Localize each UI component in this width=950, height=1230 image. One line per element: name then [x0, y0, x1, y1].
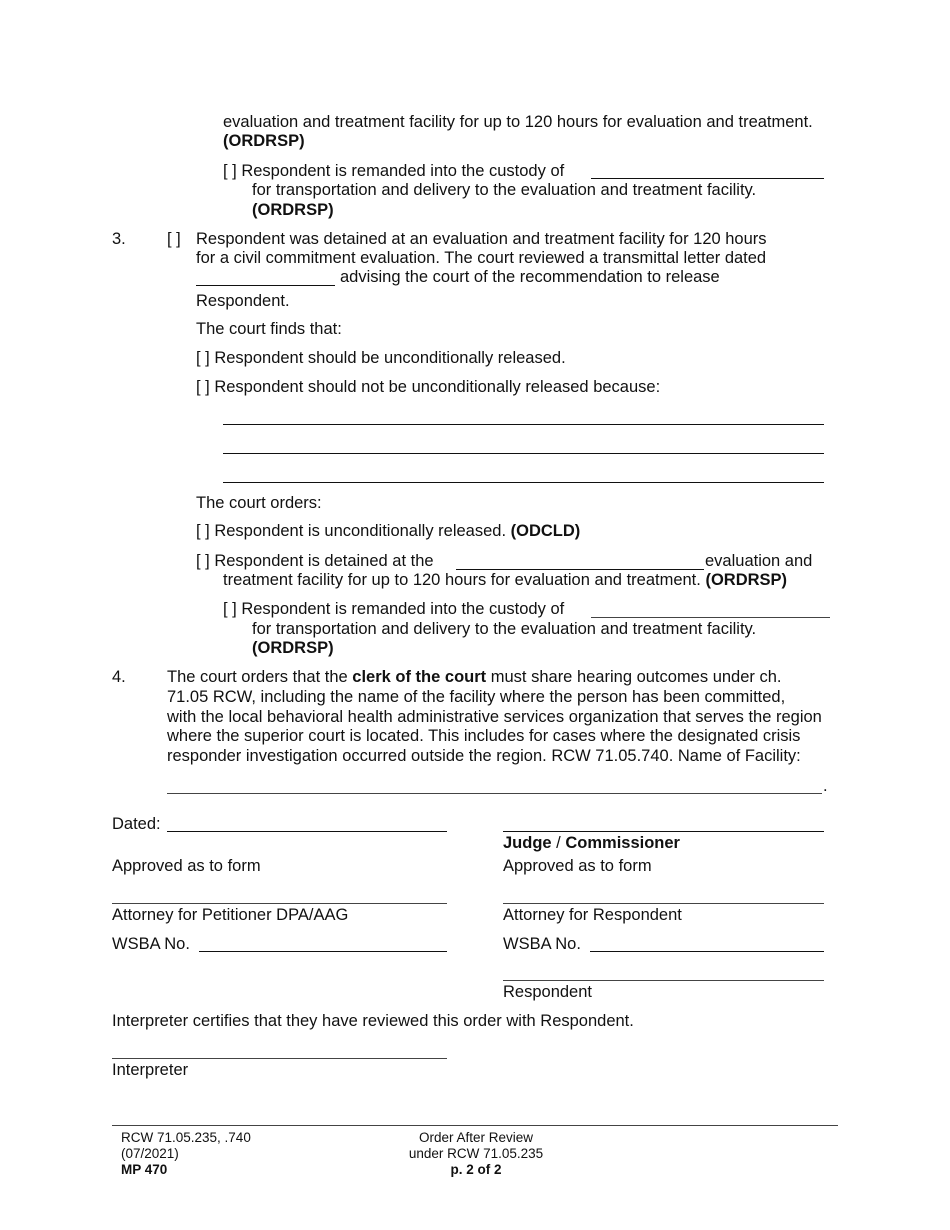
top-line1: evaluation and treatment facility for up to 120 hours for evaluation and treatment.: [223, 113, 813, 131]
commissioner-label: Commissioner: [565, 834, 680, 852]
wsba-left-field[interactable]: [199, 951, 447, 952]
footer-page: p. 2 of 2: [450, 1162, 502, 1177]
respondent-label: Respondent: [503, 983, 592, 1001]
reason-line-2[interactable]: [223, 453, 824, 454]
footer-title2: under RCW 71.05.235: [408, 1146, 544, 1161]
facility-name-field[interactable]: [167, 793, 822, 794]
approved-left: Approved as to form: [112, 857, 261, 875]
top-remand-prefix: [ ] Respondent is remanded into the custody of: [223, 162, 565, 180]
judge-commissioner-label: [503, 834, 680, 853]
footer-divider: [112, 1125, 838, 1126]
section3-remand-code: (ORDRSP): [252, 639, 334, 657]
section3-checkbox[interactable]: [ ]: [167, 230, 181, 248]
section4-line1-a: The court orders that the: [167, 668, 348, 686]
top-code2: (ORDRSP): [252, 201, 334, 219]
order-released-code: (ODCLD): [510, 522, 581, 540]
petitioner-attorney-signature-line[interactable]: [112, 903, 447, 904]
judge-label: Judge: [503, 834, 552, 852]
clerk-of-court: clerk of the court: [352, 668, 487, 686]
section3-remand-custody-field[interactable]: [591, 617, 830, 618]
footer-date: (07/2021): [121, 1146, 179, 1161]
section4-line1: [167, 668, 782, 687]
order-detained-line2-text: treatment facility for up to 120 hours for evaluation and treatment.: [223, 571, 701, 589]
dated-field[interactable]: [167, 831, 447, 832]
reason-line-1[interactable]: [223, 424, 824, 425]
interpreter-signature-line[interactable]: [112, 1058, 447, 1059]
top-remand-custody-field[interactable]: [591, 178, 824, 179]
section3-remand-line2: for transportation and delivery to the evaluation and treatment facility.: [252, 620, 757, 638]
attorney-petitioner-label: Attorney for Petitioner DPA/AAG: [112, 906, 349, 924]
order-detained-line2: [223, 571, 787, 590]
section3-remand-prefix[interactable]: [ ] Respondent is remanded into the custody of: [223, 600, 565, 618]
approved-right: Approved as to form: [503, 857, 652, 875]
order-released-text: [ ] Respondent is unconditionally released.: [196, 522, 507, 540]
section4-line4: where the superior court is located. This includes for cases where the designated crisis: [167, 727, 801, 745]
order-detained-prefix[interactable]: [ ] Respondent is detained at the: [196, 552, 434, 570]
wsba-right-label: WSBA No.: [503, 935, 581, 953]
section3-number: 3.: [112, 230, 126, 248]
section3-line1: Respondent was detained at an evaluation and treatment facility for 120 hours: [196, 230, 767, 248]
attorney-respondent-label: Attorney for Respondent: [503, 906, 682, 924]
wsba-right-field[interactable]: [590, 951, 824, 952]
section3-line4: Respondent.: [196, 292, 290, 310]
detained-facility-field[interactable]: [456, 569, 704, 570]
respondent-signature-line[interactable]: [503, 980, 824, 981]
find-released[interactable]: [ ] Respondent should be unconditionally released.: [196, 349, 566, 367]
respondent-attorney-signature-line[interactable]: [503, 903, 824, 904]
section4-line3: with the local behavioral health administrative services organization that serves the region: [167, 708, 822, 726]
finds-heading: The court finds that:: [196, 320, 342, 338]
reason-line-3[interactable]: [223, 482, 824, 483]
footer-title1: Order After Review: [418, 1130, 534, 1145]
judge-signature-line[interactable]: [503, 831, 824, 832]
transmittal-date-field[interactable]: [196, 285, 335, 286]
interpreter-certification: Interpreter certifies that they have reviewed this order with Respondent.: [112, 1012, 634, 1030]
section3-line2: for a civil commitment evaluation. The court reviewed a transmittal letter dated: [196, 249, 767, 267]
dated-label: Dated:: [112, 815, 161, 833]
judge-separator: /: [551, 834, 566, 852]
order-detained-code: (ORDRSP): [705, 571, 788, 589]
section4-line5: responder investigation occurred outside the region. RCW 71.05.740. Name of Facility:: [167, 747, 801, 765]
section4-line2: 71.05 RCW, including the name of the facility where the person has been committed,: [167, 688, 786, 706]
wsba-left-label: WSBA No.: [112, 935, 190, 953]
footer-form-number: MP 470: [121, 1162, 168, 1177]
footer-rcw: RCW 71.05.235, .740: [121, 1130, 251, 1145]
interpreter-label: Interpreter: [112, 1061, 189, 1079]
orders-heading: The court orders:: [196, 494, 322, 512]
section4-line1-c: must share hearing outcomes under ch.: [490, 668, 782, 686]
facility-period: .: [823, 777, 828, 795]
order-detained-suffix: evaluation and: [705, 552, 813, 570]
top-code1: (ORDRSP): [223, 132, 305, 150]
find-not-released[interactable]: [ ] Respondent should not be unconditionally released because:: [196, 378, 661, 396]
section3-line3: advising the court of the recommendation to release: [340, 268, 720, 286]
order-released[interactable]: [196, 522, 580, 541]
top-remand-line2: for transportation and delivery to the evaluation and treatment facility.: [252, 181, 757, 199]
section4-number: 4.: [112, 668, 126, 686]
